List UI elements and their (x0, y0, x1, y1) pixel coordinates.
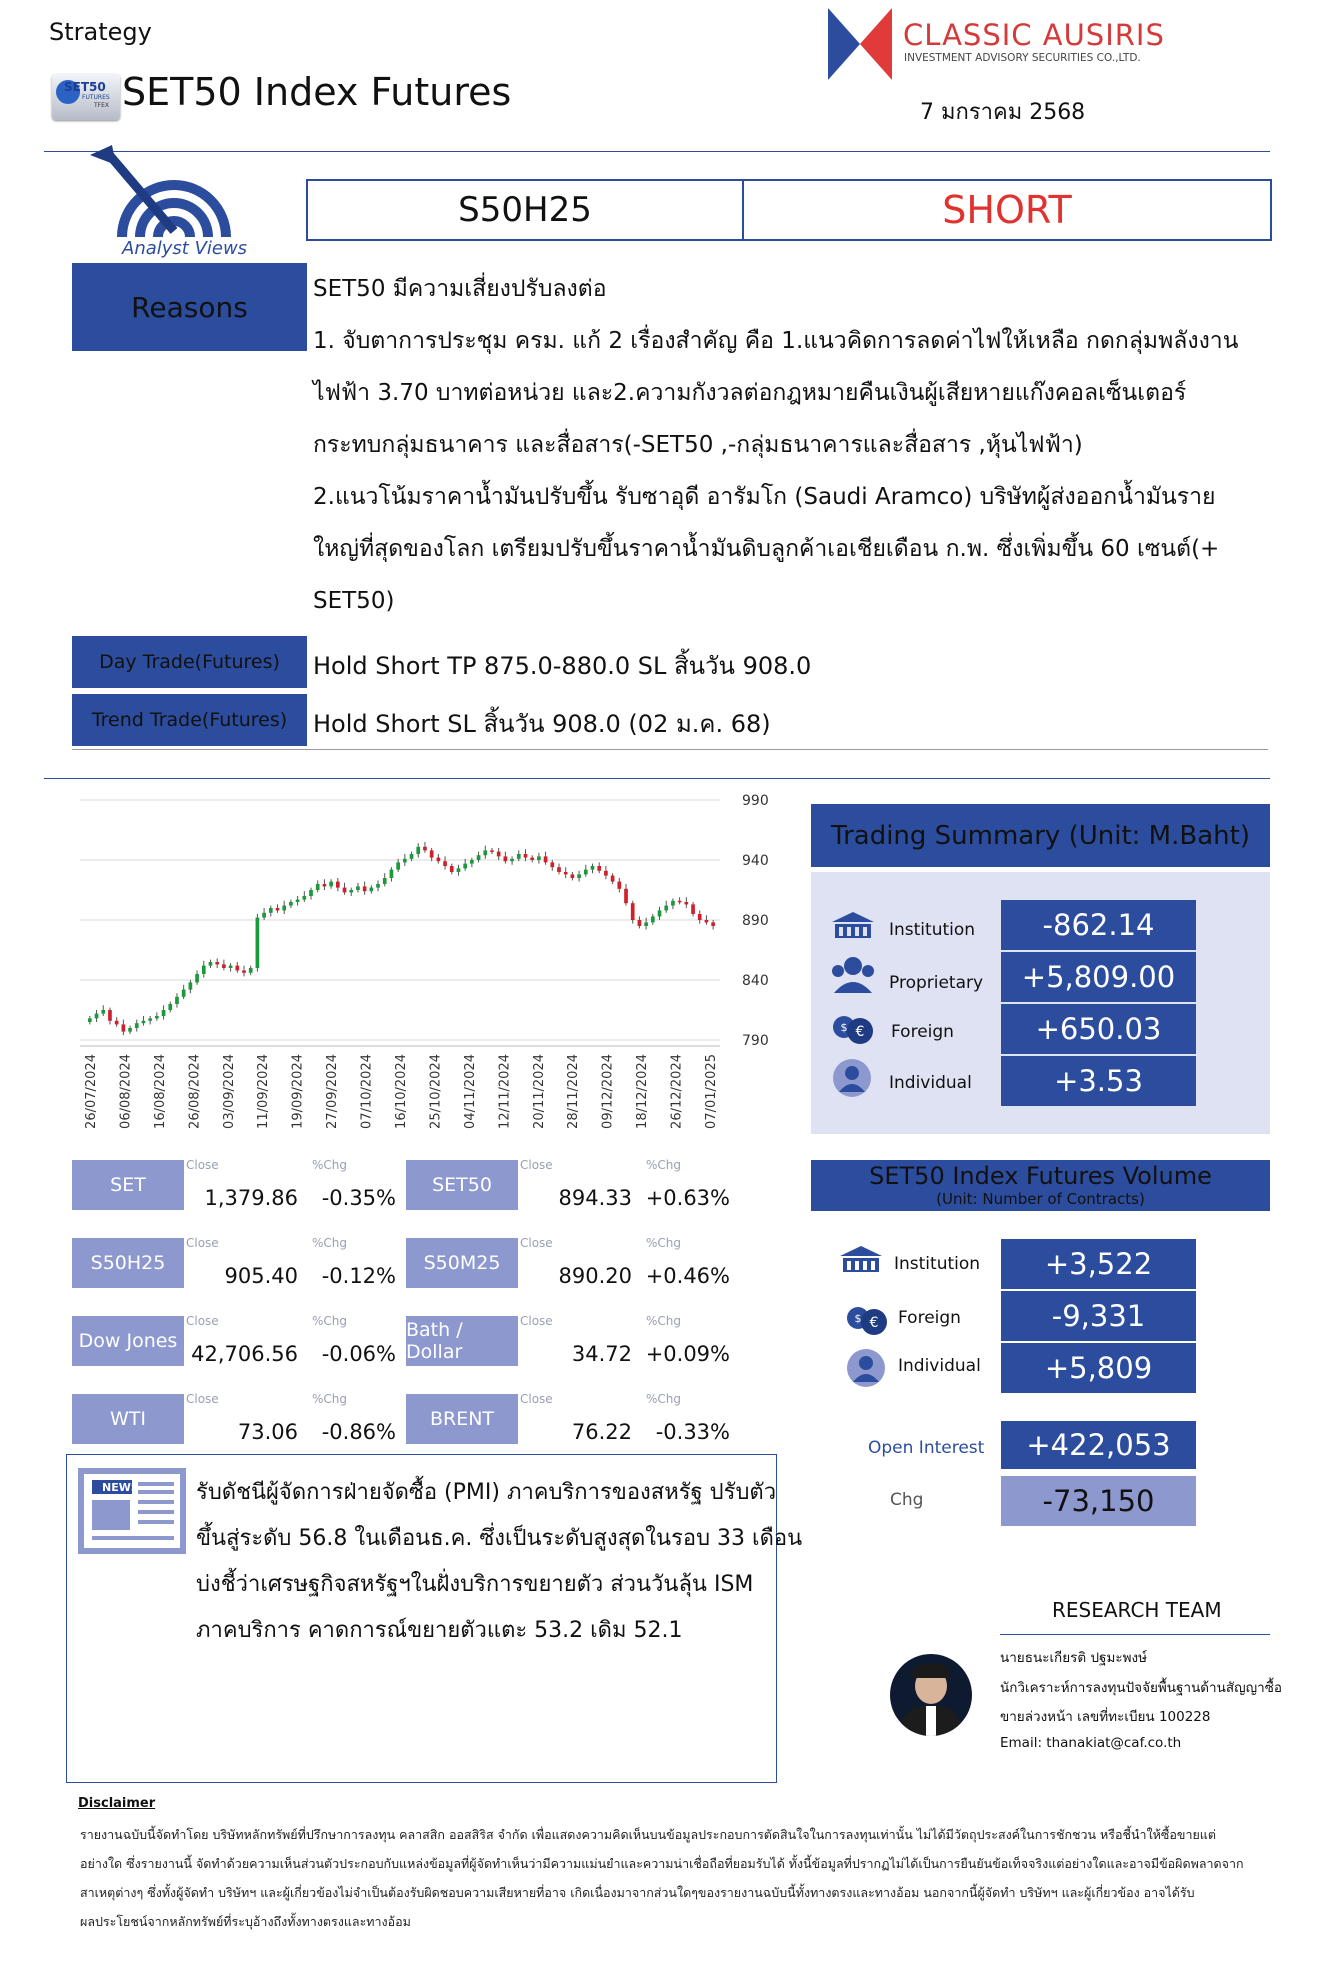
summary-proprietary-value: +5,809.00 (1001, 952, 1196, 1002)
volume-individual-label: Individual (898, 1356, 981, 1376)
candle-body (282, 906, 286, 911)
analyst-avatar (890, 1654, 972, 1736)
symbol-position-box (306, 179, 1272, 241)
candle-body (711, 922, 715, 926)
candle-body (705, 920, 709, 922)
vol-institution-icon (838, 1244, 884, 1276)
y-tick-label: 840 (742, 973, 769, 989)
candle-body (638, 920, 642, 926)
candle-body (530, 858, 534, 860)
candle-body (262, 913, 266, 918)
candle-body (276, 908, 280, 910)
news-line-2: ขึ้นสู่ระดับ 56.8 ในเดือนธ.ค. ซึ่งเป็นระดับสูงสุดในรอบ 33 เดือน (196, 1526, 803, 1551)
candle-body (437, 858, 441, 862)
market-chg-value: +0.09% (645, 1342, 730, 1366)
candle-body (369, 888, 373, 892)
analyst-registration: ขายล่วงหน้า เลขที่ทะเบียน 100228 (1000, 1709, 1211, 1725)
candle-body (624, 889, 628, 903)
market-close-label: Close (520, 1236, 553, 1250)
reason-line-5: 2.แนวโน้มราคาน้ำมันปรับขึ้น รับซาอุดี อารัมโก (Saudi Aramco) บริษัทผู้ส่งออกน้ำมันราย (313, 484, 1216, 510)
market-close-value: 76.22 (571, 1420, 632, 1444)
market-chg-value: -0.06% (321, 1342, 396, 1366)
candle-body (631, 903, 635, 920)
foreign-money-icon (830, 1005, 876, 1047)
candle-body (269, 908, 273, 913)
summary-institution-value: -862.14 (1001, 900, 1196, 950)
trades-divider (72, 749, 1268, 750)
candle-body (242, 970, 246, 972)
candle-body (698, 914, 702, 920)
analyst-views-label: Analyst Views (122, 238, 248, 259)
reason-line-6: ใหญ่ที่สุดของโลก เตรียมปรับขึ้นราคาน้ำมันดิบลูกค้าเอเชียเดือน ก.พ. ซึ่งเพิ่มขึ้น 60 เซนต์(+ (313, 536, 1220, 562)
y-tick-label: 990 (742, 793, 769, 809)
market-chg-label: %Chg (646, 1314, 682, 1328)
market-label: SET50 (406, 1160, 518, 1210)
candle-body (410, 854, 414, 859)
disclaimer-line-3: สาเหตุต่างๆ ซึ่งทั้งผู้จัดทำ บริษัทฯ และผู้เกี่ยวข้องไม่จำเป็นต้องรับผิดชอบความเสียหายที่อาจ เกิดเนื่องมาจากส่วนใดๆของรายงานฉบับนี้ทั้งทางตรงและทางอ้อม นอกจากนี้ผู้จัดทำ บริษัทฯ และผู้เกี่ยวข้อง อาจได้รับ (80, 1885, 1195, 1900)
candle-body (296, 900, 300, 902)
x-tick-label: 03/09/2024 (221, 1054, 237, 1129)
reason-line-4: กระทบกลุ่มธนาคาร และสื่อสาร(-SET50 ,-กลุ่มธนาคารและสื่อสาร ,หุ้นไฟฟ้า) (313, 432, 1083, 458)
candle-body (524, 854, 528, 858)
reason-line-7: SET50) (313, 588, 395, 614)
market-chg-label: %Chg (312, 1392, 348, 1406)
disclaimer-line-4: ผลประโยชน์จากหลักทรัพย์ที่ระบุอ้างถึงทั้งทางตรงและทางอ้อม (80, 1914, 411, 1929)
market-close-value: 890.20 (558, 1264, 632, 1288)
candle-body (403, 859, 407, 863)
disclaimer-line-1: รายงานฉบับนี้จัดทำโดย บริษัทหลักทรัพย์ที่ปรึกษาการลงทุน คลาสสิก ออสสิริส จำกัด เพื่อแสดงความคิดเห็นบนข้อมูลประกอบการตัดสินใจในการลงทุนเท่านั้น ไม่ได้มีวัตถุประสงค์ในการชักชวน หรือชี้นำให้ซื้อขายแต่ (80, 1827, 1216, 1842)
candle-body (128, 1028, 132, 1032)
candle-body (323, 884, 327, 886)
x-tick-label: 20/11/2024 (531, 1054, 547, 1129)
news-line-3: บ่งชี้ว่าเศรษฐกิจสหรัฐฯในฝั่งบริการขยายตัว ส่วนวันลุ้น ISM (196, 1572, 754, 1597)
candle-body (329, 882, 333, 887)
svg-text:€: € (855, 1024, 865, 1040)
candle-body (383, 878, 387, 884)
summary-individual-label: Individual (889, 1073, 972, 1093)
candle-body (155, 1016, 159, 1018)
summary-individual-value: +3.53 (1001, 1056, 1196, 1106)
candle-body (671, 901, 675, 906)
market-chg-label: %Chg (646, 1236, 682, 1250)
market-close-value: 894.33 (558, 1186, 632, 1210)
x-tick-label: 07/10/2024 (359, 1054, 375, 1129)
candle-body (617, 882, 621, 889)
volume-foreign-label: Foreign (898, 1308, 961, 1328)
individual-icon (832, 1058, 872, 1098)
vol-individual-icon (846, 1348, 886, 1388)
x-tick-label: 26/08/2024 (187, 1054, 203, 1129)
brand-name: CLASSIC AUSIRIS (903, 18, 1165, 52)
institution-icon (830, 910, 876, 942)
x-tick-label: 06/08/2024 (118, 1054, 134, 1129)
x-tick-label: 19/09/2024 (290, 1054, 306, 1129)
candle-body (376, 884, 380, 888)
market-close-label: Close (520, 1314, 553, 1328)
candle-body (88, 1018, 92, 1022)
reason-line-3: ไฟฟ้า 3.70 บาทต่อหน่วย และ2.ความกังวลต่อกฎหมายคืนเงินผู้เสียหายแก๊งคอลเซ็นเตอร์ (313, 380, 1187, 406)
classic-ausiris-logo-icon (828, 8, 892, 80)
x-tick-label: 26/07/2024 (84, 1054, 99, 1129)
analyst-email: Email: thanakiat@caf.co.th (1000, 1735, 1182, 1751)
candle-body (108, 1010, 112, 1021)
y-tick-label: 940 (742, 853, 769, 869)
x-tick-label: 25/10/2024 (428, 1054, 444, 1129)
x-tick-label: 16/10/2024 (394, 1054, 409, 1129)
reason-line-2: 1. จับตาการประชุม ครม. แก้ 2 เรื่องสำคัญ คือ 1.แนวคิดการลดค่าไฟให้เหลือ กดกลุ่มพลังงาน (313, 328, 1239, 354)
market-chg-label: %Chg (312, 1236, 348, 1250)
candle-body (664, 906, 668, 911)
x-tick-label: 09/12/2024 (600, 1054, 616, 1129)
candle-body (490, 850, 494, 852)
x-tick-label: 04/11/2024 (462, 1054, 478, 1129)
market-close-value: 42,706.56 (191, 1342, 298, 1366)
x-tick-label: 16/08/2024 (152, 1054, 168, 1129)
candle-body (195, 974, 199, 982)
candle-body (604, 871, 608, 876)
analyst-name: นายธนะเกียรติ ปฐมะพงษ์ (1000, 1650, 1148, 1666)
candle-body (483, 850, 487, 855)
market-close-label: Close (186, 1314, 219, 1328)
x-tick-label: 12/11/2024 (497, 1054, 513, 1129)
candle-body (142, 1021, 146, 1023)
page-title: SET50 Index Futures (122, 70, 512, 114)
candle-body (289, 902, 293, 906)
candle-body (577, 874, 581, 878)
volume-institution-label: Institution (894, 1254, 981, 1274)
trend-trade-text: Hold Short SL สิ้นวัน 908.0 (02 ม.ค. 68) (313, 710, 771, 738)
candle-body (497, 852, 501, 857)
candle-body (597, 866, 601, 871)
trading-summary-title: Trading Summary (Unit: M.Baht) (811, 804, 1270, 867)
candle-body (611, 876, 615, 882)
disclaimer-title: Disclaimer (78, 1796, 156, 1811)
candle-body (550, 862, 554, 867)
market-chg-label: %Chg (312, 1158, 348, 1172)
volume-subtitle: (Unit: Number of Contracts) (936, 1190, 1145, 1208)
news-icon-label: NEWS (102, 1481, 139, 1494)
x-tick-label: 27/09/2024 (325, 1054, 341, 1129)
candle-body (336, 882, 340, 888)
market-close-label: Close (520, 1392, 553, 1406)
candle-body (356, 886, 360, 890)
market-close-label: Close (186, 1392, 219, 1406)
candle-body (316, 884, 320, 890)
candle-body (309, 890, 313, 896)
analyst-role: นักวิเคราะห์การลงทุนปัจจัยพื้นฐานด้านสัญญาซื้อ (1000, 1680, 1282, 1696)
candle-body (416, 847, 420, 854)
candle-body (235, 966, 239, 971)
volume-individual-value: +5,809 (1001, 1343, 1196, 1393)
market-chg-value: -0.12% (321, 1264, 396, 1288)
candle-body (215, 962, 219, 964)
market-close-label: Close (186, 1236, 219, 1250)
market-chg-label: %Chg (312, 1314, 348, 1328)
candle-body (691, 904, 695, 914)
day-trade-label: Day Trade(Futures) (72, 636, 307, 688)
open-interest-chg-value: -73,150 (1001, 1476, 1196, 1526)
candle-body (101, 1010, 105, 1014)
y-tick-label: 790 (742, 1033, 769, 1049)
disclaimer-line-2: อย่างใด ซึ่งรายงานนี้ จัดทำด้วยความเห็นส่วนตัวประกอบกับแหล่งข้อมูลที่ผู้จัดทำเห็นว่ามีความแม่นยำและความน่าเชื่อถือที่ยอมรับได้ ทั้งนี้ข้อมูลที่ปรากฏไม่ได้เป็นการยืนยันข้อเท็จจริงแต่อย่างใดและอาจมีข้อผิดพลาดจาก (80, 1856, 1244, 1871)
target-dart-icon (86, 145, 262, 245)
candle-body (175, 997, 179, 1004)
summary-foreign-label: Foreign (891, 1022, 954, 1042)
report-date: 7 มกราคม 2568 (920, 100, 1086, 125)
open-interest-label: Open Interest (868, 1438, 985, 1458)
candle-body (684, 902, 688, 904)
news-line-4: ภาคบริการ คาดการณ์ขยายตัวแตะ 53.2 เดิม 52.1 (196, 1618, 683, 1643)
candle-body (390, 870, 394, 878)
candle-body (95, 1014, 99, 1019)
candle-body (135, 1023, 139, 1028)
market-chg-value: +0.46% (645, 1264, 730, 1288)
x-tick-label: 28/11/2024 (566, 1054, 582, 1129)
candle-body (148, 1018, 152, 1020)
position-signal: SHORT (942, 188, 1072, 232)
market-label: Dow Jones (72, 1316, 184, 1366)
candle-body (537, 856, 541, 860)
candle-body (363, 886, 367, 891)
candle-body (430, 850, 434, 857)
x-tick-label: 11/09/2024 (256, 1054, 272, 1129)
candle-body (189, 982, 193, 989)
market-label: BRENT (406, 1394, 518, 1444)
market-label: S50M25 (406, 1238, 518, 1288)
research-divider (1000, 1634, 1270, 1635)
candle-body (557, 867, 561, 872)
candle-body (678, 901, 682, 903)
candle-body (349, 890, 353, 892)
candle-body (182, 990, 186, 997)
market-chg-value: -0.86% (321, 1420, 396, 1444)
research-team-title: RESEARCH TEAM (1052, 1598, 1222, 1622)
reasons-label: Reasons (72, 263, 307, 351)
candle-body (396, 862, 400, 869)
candle-body (658, 910, 662, 916)
market-label: Bath / Dollar (406, 1316, 518, 1366)
x-tick-label: 18/12/2024 (635, 1054, 651, 1129)
volume-title: SET50 Index Futures Volume (869, 1162, 1212, 1190)
candle-body (564, 872, 568, 874)
candle-body (457, 868, 461, 872)
summary-proprietary-label: Proprietary (889, 973, 984, 993)
market-close-value: 73.06 (237, 1420, 298, 1444)
candle-body (162, 1010, 166, 1016)
market-label: SET (72, 1160, 184, 1210)
candle-body (222, 964, 226, 968)
market-chg-label: %Chg (646, 1392, 682, 1406)
summary-institution-label: Institution (889, 920, 976, 940)
candle-body (470, 860, 474, 864)
y-tick-label: 890 (742, 913, 769, 929)
volume-foreign-value: -9,331 (1001, 1291, 1196, 1341)
market-chg-value: +0.63% (645, 1186, 730, 1210)
candle-body (510, 859, 514, 861)
candle-body (122, 1024, 126, 1031)
strategy-label: Strategy (49, 18, 152, 46)
day-trade-text: Hold Short TP 875.0-880.0 SL สิ้นวัน 908.0 (313, 652, 812, 680)
svg-text:$: $ (854, 1312, 862, 1325)
brand-subtitle: INVESTMENT ADVISORY SECURITIES CO.,LTD. (904, 52, 1141, 64)
candle-body (591, 866, 595, 870)
candle-body (644, 922, 648, 926)
svg-text:$: $ (840, 1021, 848, 1034)
open-interest-chg-label: Chg (890, 1490, 924, 1510)
candle-body (343, 888, 347, 893)
contract-symbol: S50H25 (308, 181, 744, 239)
section-divider (44, 778, 1270, 779)
candle-body (202, 966, 206, 974)
summary-foreign-value: +650.03 (1001, 1004, 1196, 1054)
market-close-value: 34.72 (571, 1342, 632, 1366)
candle-body (443, 861, 447, 866)
market-label: S50H25 (72, 1238, 184, 1288)
price-candlestick-chart (60, 785, 780, 1145)
svg-text:€: € (869, 1315, 879, 1331)
candle-body (584, 870, 588, 875)
candle-body (450, 866, 454, 872)
open-interest-value: +422,053 (1001, 1421, 1196, 1469)
candle-body (517, 854, 521, 859)
candle-body (544, 856, 548, 862)
candle-body (463, 864, 467, 869)
candle-body (256, 918, 260, 968)
candle-body (249, 968, 253, 973)
market-close-value: 905.40 (224, 1264, 298, 1288)
candle-body (504, 856, 508, 861)
candle-body (571, 874, 575, 878)
candle-body (115, 1021, 119, 1025)
reason-line-1: SET50 มีความเสี่ยงปรับลงต่อ (313, 276, 607, 302)
set50-futures-logo: SET50 FUTURES TFEX (52, 74, 120, 120)
market-chg-label: %Chg (646, 1158, 682, 1172)
x-tick-label: 26/12/2024 (669, 1054, 685, 1129)
candle-body (477, 855, 481, 860)
news-line-1: รับดัชนีผู้จัดการฝ่ายจัดซื้อ (PMI) ภาคบริการของสหรัฐ ปรับตัว (196, 1480, 777, 1505)
volume-institution-value: +3,522 (1001, 1239, 1196, 1289)
market-chg-value: -0.35% (321, 1186, 396, 1210)
vol-foreign-money-icon (844, 1296, 890, 1338)
candle-body (209, 962, 213, 966)
volume-title-box (811, 1160, 1270, 1211)
trend-trade-label: Trend Trade(Futures) (72, 694, 307, 746)
market-close-label: Close (186, 1158, 219, 1172)
candle-body (302, 896, 306, 900)
proprietary-icon (830, 955, 876, 995)
candle-body (651, 916, 655, 922)
newspaper-icon (76, 1466, 188, 1556)
market-label: WTI (72, 1394, 184, 1444)
candle-body (229, 966, 233, 968)
candle-body (168, 1004, 172, 1010)
market-chg-value: -0.33% (655, 1420, 730, 1444)
candle-body (423, 847, 427, 851)
market-close-label: Close (520, 1158, 553, 1172)
market-close-value: 1,379.86 (204, 1186, 298, 1210)
x-tick-label: 07/01/2025 (704, 1054, 719, 1129)
